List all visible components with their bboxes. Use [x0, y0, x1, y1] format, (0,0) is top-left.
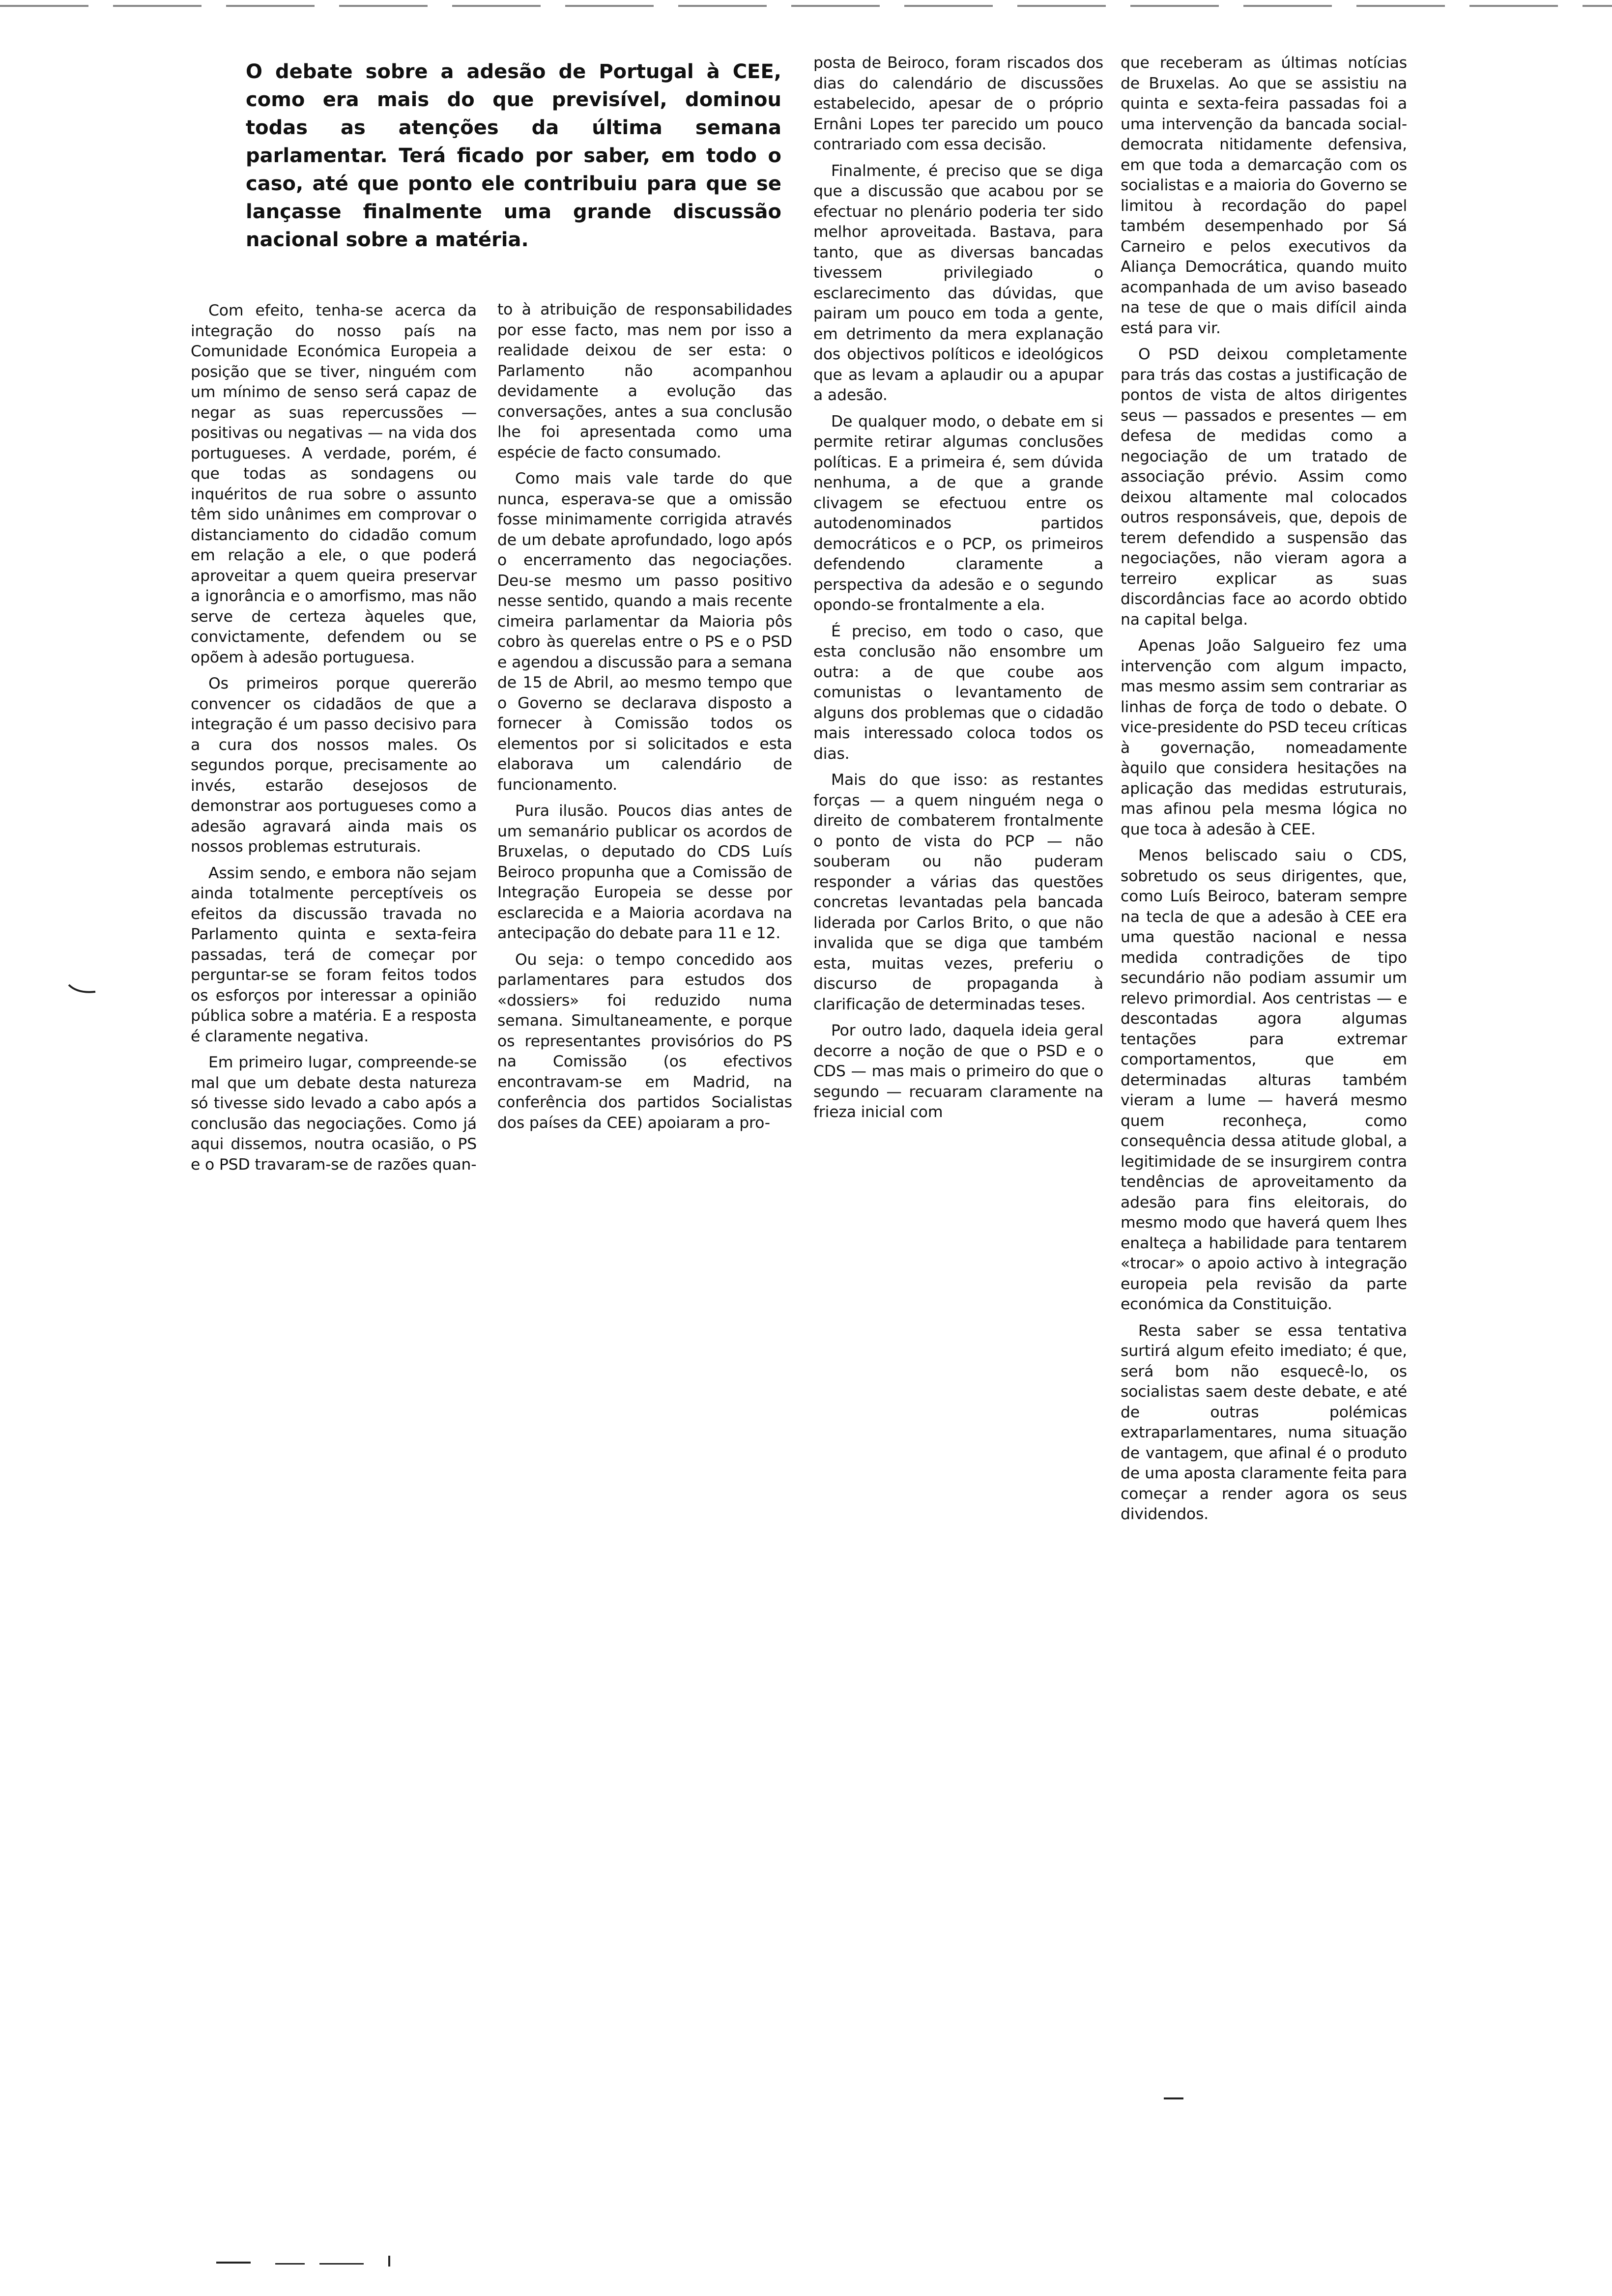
paragraph: Por outro lado, daquela ideia geral decorre a noção de que o PSD e o CDS — mas mais o primeiro do que o segundo — recuaram claramente na frieza inicial com	[813, 1022, 1103, 1121]
paragraph: to à atribuição de responsabilidades por esse facto, mas nem por isso a realidade deixou de ser esta: o Parlamento não acompanhou devidamente a evolução das conversações, antes a sua conclusão lhe foi apresentada como uma espécie de facto consumado.	[497, 301, 792, 461]
paragraph: Assim sendo, e embora não sejam ainda totalmente perceptíveis os efeitos da discussão travada no Parlamento quinta e sexta-feira passadas, terá de começar por perguntar-se se foram feitos todos os esforços por interessar a opinião pública sobre a matéria. E a resposta é claramente negativa.	[191, 864, 477, 1045]
paragraph: Ou seja: o tempo concedido aos parlamentares para estudos dos «dossiers» foi reduzido numa semana. Simultaneamente, e porque os representantes provisórios do PS na Comissão (os efectivos encontravam-se em Madrid, na conferência dos partidos Socialistas dos países da CEE) apoiaram a pro-	[497, 950, 792, 1132]
article-column-3	[813, 53, 1103, 1129]
paragraph: Apenas João Salgueiro fez uma intervenção com algum impacto, mas mesmo assim sem contrariar as linhas de força de todo o debate. O vice-presidente do PSD teceu críticas à governação, nomeadamente àquilo que considera hesitações na aplicação das medidas estruturais, mas afinou pela mesma lógica no que toca à adesão à CEE.	[1121, 637, 1407, 838]
paragraph: Menos beliscado saiu o CDS, sobretudo os seus dirigentes, que, como Luís Beiroco, bateram sempre na tecla de que a adesão à CEE era uma questão nacional e nessa medida contradições de tipo secundário não podiam assumir um relevo primordial. Aos centristas — e descontadas agora algumas tentações para extremar comportamentos, que em determinadas alturas também vieram a lume — haverá mesmo quem reconheça, como consequência dessa atitude global, a legitimidade de se insurgirem contra tendências de aproveitamento da adesão para fins eleitorais, do mesmo modo que haverá quem lhes enalteça a habilidade para tentarem «trocar» o apoio activo à integração europeia pela revisão da parte económica da Constituição.	[1121, 847, 1407, 1313]
scan-mark	[68, 983, 97, 998]
paragraph: posta de Beiroco, foram riscados dos dias do calendário de discussões estabelecido, apesar de o próprio Ernâni Lopes ter parecido um pouco contrariado com essa decisão.	[813, 54, 1103, 153]
paragraph: Como mais vale tarde do que nunca, esperava-se que a omissão fosse minimamente corrigida através de um debate aprofundado, logo após o encerramento das negociações. Deu-se mesmo um passo positivo nesse sentido, quando a mais recente cimeira parlamentar da Maioria pôs cobro às querelas entre o PS e o PSD e agendou a discussão para a semana de 15 de Abril, ao mesmo tempo que o Governo se declarava disposto a fornecer à Comissão todos os elementos por si solicitados e esta elaborava um calendário de funcionamento.	[497, 470, 792, 794]
scan-mark	[388, 2256, 390, 2267]
paragraph: Mais do que isso: as restantes forças — a quem ninguém nega o direito de combaterem frontalmente o ponto de vista do PCP — não souberam ou não puderam responder a várias das questões concretas levantadas pela bancada liderada por Carlos Brito, o que não invalida que se diga que também esta, muitas vezes, preferiu o discurso de propaganda à clarificação de determinadas teses.	[813, 771, 1103, 1013]
paragraph: É preciso, em todo o caso, que esta conclusão não ensombre um outra: a de que coube aos comunistas o levantamento de alguns dos problemas que o cidadão mais interessado coloca todos os dias.	[813, 622, 1103, 763]
paragraph: Resta saber se essa tentativa surtirá algum efeito imediato; é que, será bom não esquecê-lo, os socialistas saem deste debate, e até de outras polémicas extraparlamentares, numa situação de vantagem, que afinal é o produto de uma aposta claramente feita para começar a render agora os seus dividendos.	[1121, 1321, 1407, 1523]
article-column-2	[497, 300, 792, 1139]
article-column-1	[191, 301, 477, 1181]
paragraph: Finalmente, é preciso que se diga que a discussão que acabou por se efectuar no plenário poderia ter sido melhor aproveitada. Bastava, para tanto, que as diversas bancadas tivessem privilegiado o esclarecimento das dúvidas, que pairam um pouco em toda a gente, em detrimento da mera explanação dos objectivos políticos e ideológicos que as levam a aplaudir ou a apupar a adesão.	[813, 162, 1103, 404]
paragraph: Em primeiro lugar, compreende-se mal que um debate desta natureza só tivesse sido levado a cabo após a conclusão das negociações. Como já aqui dissemos, noutra ocasião, o PS e o PSD travaram-se de razões quan-	[191, 1054, 477, 1174]
paragraph: De qualquer modo, o debate em si permite retirar algumas conclusões políticas. E a primeira é, sem dúvida nenhuma, a de que a grande clivagem se efectuou entre os autodenominados partidos democráticos e o PCP, os primeiros defendendo claramente a perspectiva da adesão e o segundo opondo-se frontalmente a ela.	[813, 412, 1103, 614]
paragraph: Pura ilusão. Poucos dias antes de um semanário publicar os acordos de Bruxelas, o deputado do CDS Luís Beiroco propunha que a Comissão de Integração Europeia se desse por esclarecida e a Maioria acordava na antecipação do debate para 11 e 12.	[497, 802, 792, 942]
article-lede: O debate sobre a adesão de Portugal à CEE, como era mais do que previsível, dominou todas as atenções da última semana parlamentar. Terá ficado por saber, em todo o caso, até que ponto ele contribuiu para que se lançasse finalmente uma grande discussão nacional sobre a matéria.	[246, 60, 781, 251]
scan-mark	[216, 2262, 251, 2264]
paragraph: que receberam as últimas notícias de Bruxelas. Ao que se assistiu na quinta e sexta-feira passadas foi a uma intervenção da bancada social-democrata nitidamente defensiva, em que toda a demarcação com os socialistas e a maioria do Governo se limitou à recordação do papel também desempenhado por Sá Carneiro e pelos executivos da Aliança Democrática, quando muito acompanhada de um aviso baseado na tese de que o mais difícil ainda está para vir.	[1121, 54, 1407, 337]
paragraph: Os primeiros porque quererão convencer os cidadãos de que a integração é um passo decisivo para a cura dos nossos males. Os segundos porque, precisamente ao invés, estarão desejosos de demonstrar aos portugueses como a adesão agravará ainda mais os nossos problemas estruturais.	[191, 675, 477, 856]
scan-mark	[319, 2263, 364, 2265]
scan-mark	[275, 2263, 305, 2265]
article-column-4	[1121, 53, 1407, 1531]
paragraph: Com efeito, tenha-se acerca da integração do nosso país na Comunidade Económica Europeia a posição que se tiver, ninguém com um mínimo de senso será capaz de negar as suas repercussões — positivas ou negativas — na vida dos portugueses. A verdade, porém, é que todas as sondagens ou inquéritos de rua sobre o assunto têm sido unânimes em comprovar o distanciamento do cidadão comum em relação a ele, o que poderá aproveitar a quem queira preservar a ignorância e o amorfismo, mas não serve de certeza àqueles que, convictamente, defendem ou se opõem à adesão portuguesa.	[191, 302, 477, 666]
paragraph: O PSD deixou completamente para trás das costas a justificação de pontos de vista de altos dirigentes seus — passados e presentes — em defesa de medidas como a negociação de um tratado de associação prévio. Assim como deixou altamente mal colocados outros responsáveis, que, depois de terem defendido a suspensão das negociações, não vieram agora a terreiro explicar as suas discordâncias face ao acordo obtido na capital belga.	[1121, 345, 1407, 629]
end-rule	[1164, 2097, 1183, 2099]
top-border-rule	[0, 5, 1612, 7]
